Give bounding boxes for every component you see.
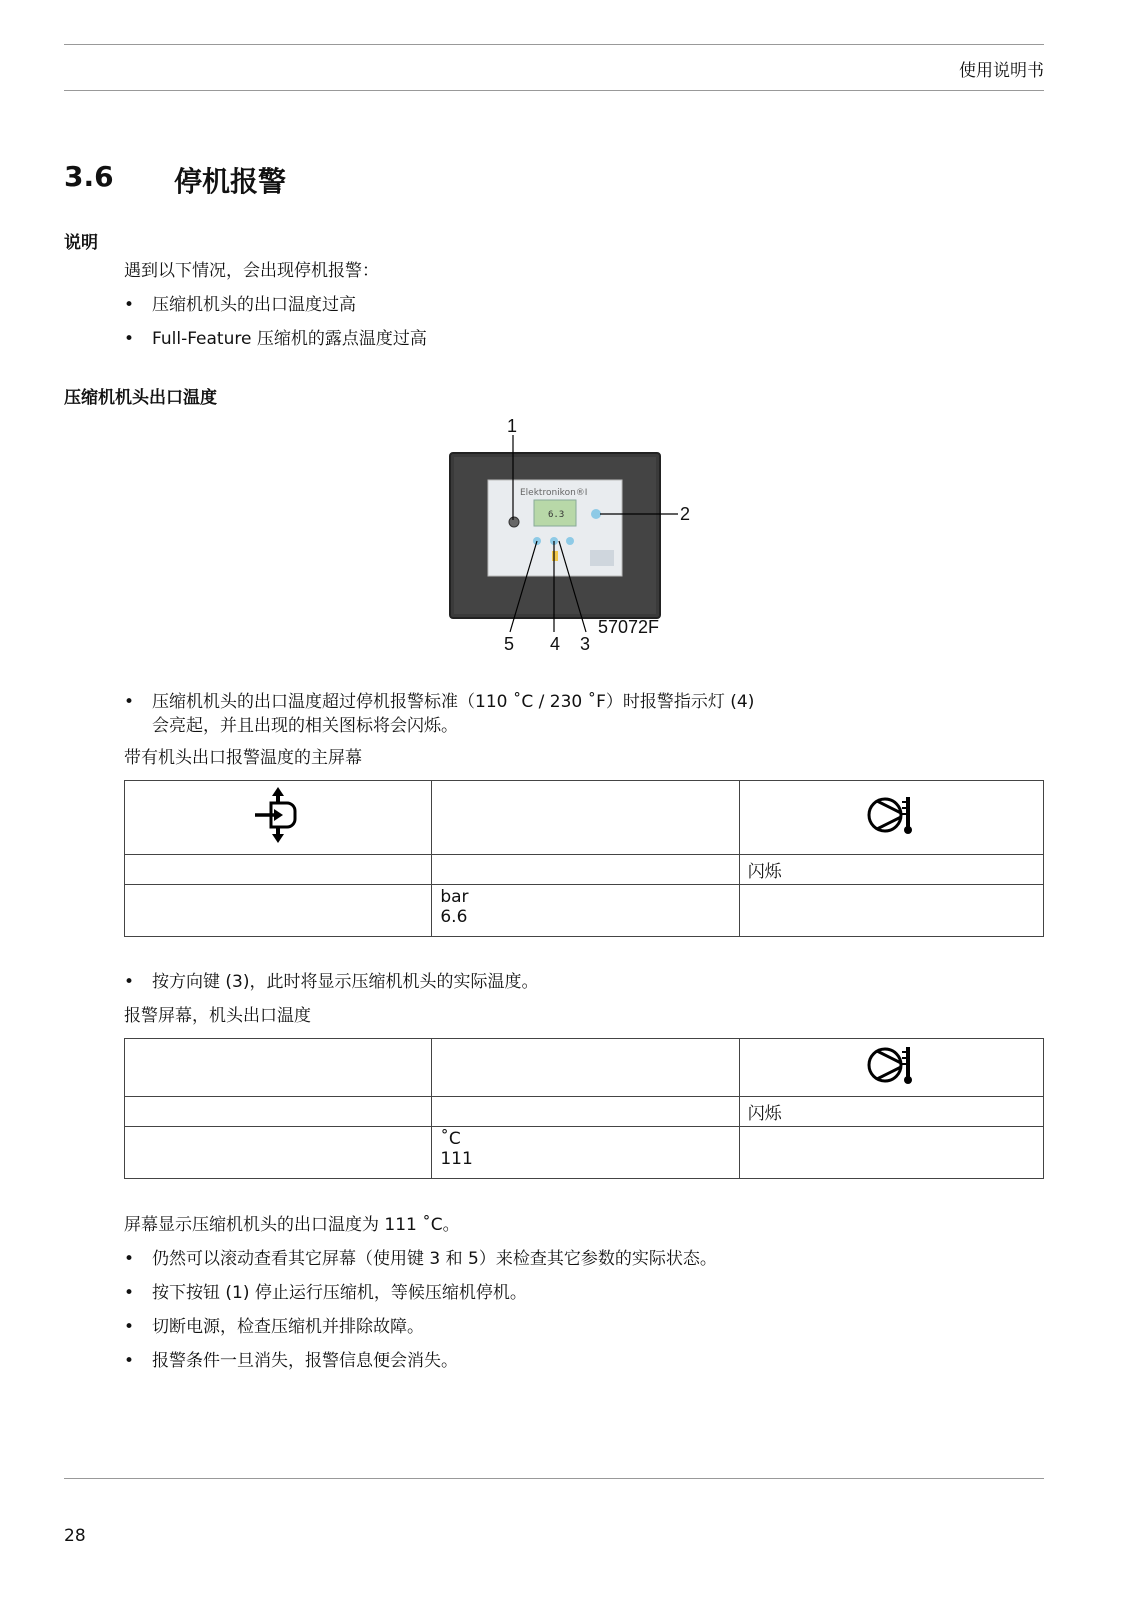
table-cell <box>125 1127 432 1179</box>
bullet-text-line: 压缩机机头的出口温度超过停机报警标准（110 ˚C / 230 ˚F）时报警指示灯 (4) <box>152 692 755 712</box>
alarm-screen-table <box>124 1038 1044 1179</box>
table-cell <box>125 885 432 937</box>
temperature-value: 111 <box>440 1149 473 1169</box>
bullet-text: 报警条件一旦消失，报警信息便会消失。 <box>152 1351 458 1371</box>
compressor-element-icon <box>253 785 303 845</box>
subsection-heading: 压缩机机头出口温度 <box>64 388 217 408</box>
bullet-dot: • <box>124 329 135 349</box>
bullet-text-line: 会亮起，并且出现的相关图标将会闪烁。 <box>152 716 458 736</box>
led-indicator-icon <box>591 509 601 519</box>
footer-rule <box>64 1478 1044 1479</box>
alarm-led-icon <box>552 551 558 561</box>
table-cell <box>125 1039 432 1097</box>
compressor-temperature-icon <box>866 792 916 838</box>
bullet-dot: • <box>124 1317 135 1337</box>
table-cell <box>125 1097 432 1127</box>
table-cell <box>739 1127 1043 1179</box>
figure-label-5: 5 <box>504 634 515 654</box>
bullet-text: 切断电源，检查压缩机并排除故障。 <box>152 1317 424 1337</box>
header-bottom-rule <box>64 90 1044 91</box>
table-cell <box>739 781 1043 855</box>
description-heading: 说明 <box>64 233 98 253</box>
pressure-unit: bar <box>440 887 469 907</box>
pressure-value: 6.6 <box>440 907 468 927</box>
stop-button-icon <box>509 517 519 527</box>
figure-label-1: 1 <box>507 416 518 436</box>
figure-code: 57072F <box>598 617 660 637</box>
main-screen-table <box>124 780 1044 937</box>
section-title: 停机报警 <box>174 165 287 198</box>
table-cell-status: 闪烁 <box>739 855 1043 885</box>
table-cell <box>432 1097 739 1127</box>
table-cell-status: 闪烁 <box>739 1097 1043 1127</box>
figure-label-2: 2 <box>680 504 691 524</box>
panel-display-value: 6.3 <box>548 510 565 520</box>
table2-caption: 报警屏幕，机头出口温度 <box>124 1006 311 1026</box>
temperature-unit: ˚C <box>440 1129 461 1149</box>
bullet-dot: • <box>124 1283 135 1303</box>
brand-logo-icon <box>590 550 614 566</box>
figure-label-4: 4 <box>550 634 561 654</box>
compressor-temperature-icon <box>866 1042 916 1088</box>
table-cell <box>432 855 739 885</box>
table-cell <box>739 885 1043 937</box>
table1-caption: 带有机头出口报警温度的主屏幕 <box>124 748 362 768</box>
bullet-text: 按方向键 (3)，此时将显示压缩机机头的实际温度。 <box>152 972 539 992</box>
table-cell <box>125 781 432 855</box>
control-panel-figure <box>440 416 710 665</box>
bullet-dot: • <box>124 295 135 315</box>
panel-brand-text: Elektronikon®I <box>520 488 588 498</box>
header-title: 使用说明书 <box>959 61 1044 81</box>
section-number: 3.6 <box>64 160 114 193</box>
figure-label-3: 3 <box>580 634 591 654</box>
table-cell <box>125 855 432 885</box>
table-cell <box>432 1039 739 1097</box>
bullet-dot: • <box>124 1351 135 1371</box>
bullet-text: 仍然可以滚动查看其它屏幕（使用键 3 和 5）来检查其它参数的实际状态。 <box>152 1249 717 1269</box>
bullet-text: 压缩机机头的出口温度过高 <box>152 295 356 315</box>
bullet-text: Full-Feature 压缩机的露点温度过高 <box>152 329 427 349</box>
after-table-text: 屏幕显示压缩机机头的出口温度为 111 ˚C。 <box>124 1215 460 1235</box>
key-icon <box>566 537 574 545</box>
control-panel-photo <box>440 420 710 665</box>
bullet-dot: • <box>124 1249 135 1269</box>
bullet-text: 按下按钮 (1) 停止运行压缩机，等候压缩机停机。 <box>152 1283 527 1303</box>
page-number: 28 <box>64 1526 86 1546</box>
table-cell-value <box>432 1127 739 1179</box>
bullet-dot: • <box>124 972 135 992</box>
table-cell <box>739 1039 1043 1097</box>
bullet-dot: • <box>124 692 135 712</box>
header-top-rule <box>64 44 1044 45</box>
table-cell <box>432 781 739 855</box>
table-cell-value <box>432 885 739 937</box>
description-intro: 遇到以下情况，会出现停机报警： <box>124 261 379 281</box>
bullet-text <box>152 690 1012 738</box>
